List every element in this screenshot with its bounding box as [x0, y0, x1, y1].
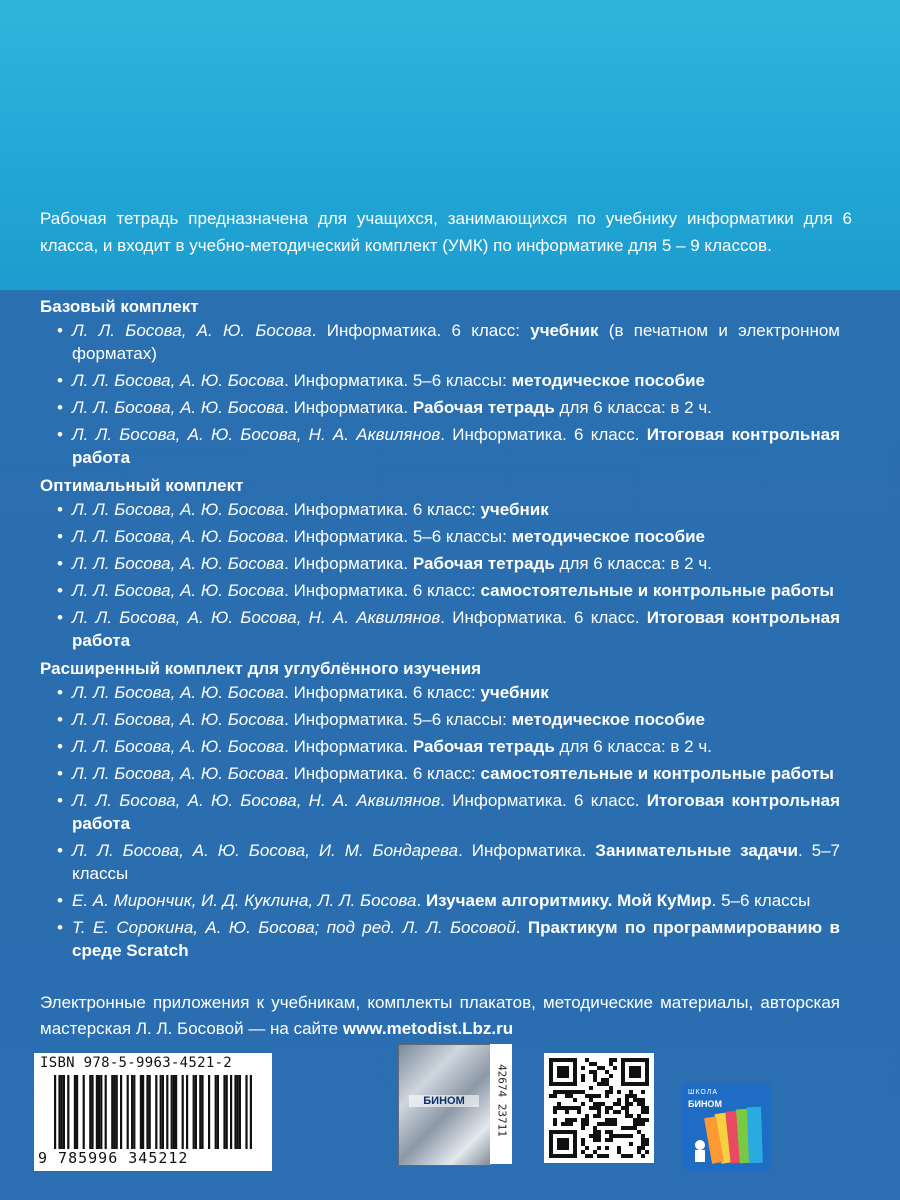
- sticker-text: 42674 23711: [495, 1064, 509, 1137]
- item-authors: Е. А. Мирончик, И. Д. Куклина, Л. Л. Босова: [72, 891, 417, 910]
- item-bold: Изучаем алгоритмику. Мой КуМир: [425, 891, 712, 910]
- section-items: [40, 498, 840, 652]
- list-item: [40, 916, 840, 962]
- item-bold: методическое пособие: [511, 371, 705, 390]
- item-pre: . Информатика. 6 класс.: [440, 425, 647, 444]
- list-item: [40, 552, 840, 575]
- item-bold: Рабочая тетрадь: [412, 737, 555, 756]
- list-item: [40, 789, 840, 835]
- item-pre: . Информатика. 5–6 классы:: [284, 371, 512, 390]
- item-pre: . Информатика. 6 класс:: [284, 764, 481, 783]
- list-item: [40, 681, 840, 704]
- item-pre: .: [515, 918, 528, 937]
- item-authors: Л. Л. Босова, А. Ю. Босова: [72, 398, 285, 417]
- item-pre: . Информатика. 6 класс:: [284, 683, 481, 702]
- item-authors: Л. Л. Босова, А. Ю. Босова, Н. А. Аквилянов: [72, 608, 441, 627]
- list-item: [40, 762, 840, 785]
- list-item: [40, 606, 840, 652]
- item-bold: методическое пособие: [511, 710, 705, 729]
- price-sticker: [490, 1044, 512, 1164]
- item-authors: Л. Л. Босова, А. Ю. Босова: [72, 737, 285, 756]
- item-post: для 6 класса: в 2 ч.: [554, 554, 712, 573]
- item-authors: Л. Л. Босова, А. Ю. Босова, Н. А. Аквилянов: [72, 425, 441, 444]
- hologram-label: БИНОМ: [409, 1095, 479, 1107]
- list-item: [40, 319, 840, 365]
- list-item: [40, 579, 840, 602]
- item-authors: Л. Л. Босова, А. Ю. Босова: [72, 683, 285, 702]
- list-item: [40, 525, 840, 548]
- item-authors: Л. Л. Босова, А. Ю. Босова: [72, 500, 285, 519]
- item-pre: . Информатика.: [284, 737, 413, 756]
- item-bold: самостоятельные и контрольные работы: [480, 764, 834, 783]
- item-bold: Рабочая тетрадь: [412, 554, 555, 573]
- isbn-label: ISBN 978-5-9963-4521-2: [40, 1055, 233, 1071]
- item-post: для 6 класса: в 2 ч.: [554, 398, 712, 417]
- books-icon: [682, 1083, 772, 1171]
- section-items: [40, 319, 840, 469]
- item-authors: Л. Л. Босова, А. Ю. Босова: [72, 527, 285, 546]
- list-item: [40, 735, 840, 758]
- list-item: [40, 396, 840, 419]
- item-pre: . Информатика. 6 класс.: [440, 791, 647, 810]
- item-bold: Рабочая тетрадь: [412, 398, 555, 417]
- item-bold: самостоятельные и контрольные работы: [480, 581, 834, 600]
- section-title: Оптимальный комплект: [40, 476, 244, 495]
- item-authors: Л. Л. Босова, А. Ю. Босова, И. М. Бондарева: [72, 841, 459, 860]
- list-item: [40, 708, 840, 731]
- item-pre: . Информатика. 6 класс:: [311, 321, 531, 340]
- logo-name-text: БИНОМ: [688, 1099, 722, 1109]
- publisher-logo: [682, 1083, 772, 1171]
- item-pre: . Информатика.: [284, 398, 413, 417]
- footer-paragraph: [40, 990, 840, 1042]
- item-authors: Л. Л. Босова, А. Ю. Босова: [72, 581, 285, 600]
- item-bold: учебник: [480, 500, 549, 519]
- list-item: [40, 423, 840, 469]
- item-pre: . Информатика. 5–6 классы:: [284, 710, 512, 729]
- footer-url[interactable]: www.metodist.Lbz.ru: [342, 1019, 514, 1038]
- item-bold: Практикум по программированию в среде Scratch: [72, 918, 840, 960]
- footer-text: Электронные приложения к учебникам, комплекты плакатов, методические материалы, авторская мастерская Л. Л. Босовой — на сайте: [40, 993, 840, 1038]
- logo-school-text: ШКОЛА: [688, 1089, 719, 1096]
- section-title: Расширенный комплект для углублённого изучения: [40, 659, 482, 678]
- hologram-sticker: [398, 1044, 492, 1166]
- list-item: [40, 369, 840, 392]
- item-pre: . Информатика. 5–6 классы:: [284, 527, 512, 546]
- item-bold: Занимательные задачи: [595, 841, 798, 860]
- item-bold: Итоговая контрольная работа: [72, 791, 840, 833]
- item-authors: Л. Л. Босова, А. Ю. Босова: [72, 371, 285, 390]
- item-bold: Итоговая контрольная работа: [72, 425, 840, 467]
- item-post: . 5–6 классы: [711, 891, 811, 910]
- item-authors: Л. Л. Босова, А. Ю. Босова: [72, 710, 285, 729]
- item-authors: Л. Л. Босова, А. Ю. Босова: [72, 321, 312, 340]
- item-bold: учебник: [480, 683, 549, 702]
- item-authors: Л. Л. Босова, А. Ю. Босова, Н. А. Аквилянов: [72, 791, 441, 810]
- item-pre: . Информатика. 6 класс:: [284, 581, 481, 600]
- list-item: [40, 498, 840, 521]
- barcode-icon: [54, 1075, 260, 1149]
- item-authors: Л. Л. Босова, А. Ю. Босова: [72, 764, 285, 783]
- item-pre: .: [416, 891, 426, 910]
- item-post: (в печатном и электронном форматах): [72, 321, 840, 363]
- item-bold: Итоговая контрольная работа: [72, 608, 840, 650]
- section-title: Базовый комплект: [40, 297, 199, 316]
- ean-digits: 9 785996 345212: [38, 1149, 189, 1167]
- item-pre: . Информатика.: [284, 554, 413, 573]
- list-item: [40, 839, 840, 885]
- item-bold: методическое пособие: [511, 527, 705, 546]
- item-pre: . Информатика.: [458, 841, 596, 860]
- item-pre: . Информатика. 6 класс.: [440, 608, 647, 627]
- item-pre: . Информатика. 6 класс:: [284, 500, 481, 519]
- section-items: [40, 681, 840, 962]
- item-authors: Л. Л. Босова, А. Ю. Босова: [72, 554, 285, 573]
- qr-code[interactable]: [544, 1053, 654, 1163]
- list-item: [40, 889, 840, 912]
- qr-code-icon: [544, 1053, 654, 1163]
- item-post: . 5–7 классы: [72, 841, 840, 883]
- kit-list: [40, 294, 840, 966]
- intro-paragraph: Рабочая тетрадь предназначена для учащихся, занимающихся по учебнику информатики для 6 класса, и входит в учебно-методический комплект (УМК) по информатике для 5 – 9 классов.: [40, 209, 852, 255]
- item-authors: Т. Е. Сорокина, А. Ю. Босова; под ред. Л. Л. Босовой: [72, 918, 516, 937]
- item-post: для 6 класса: в 2 ч.: [554, 737, 712, 756]
- item-bold: учебник: [530, 321, 599, 340]
- isbn-barcode-box: [34, 1053, 272, 1171]
